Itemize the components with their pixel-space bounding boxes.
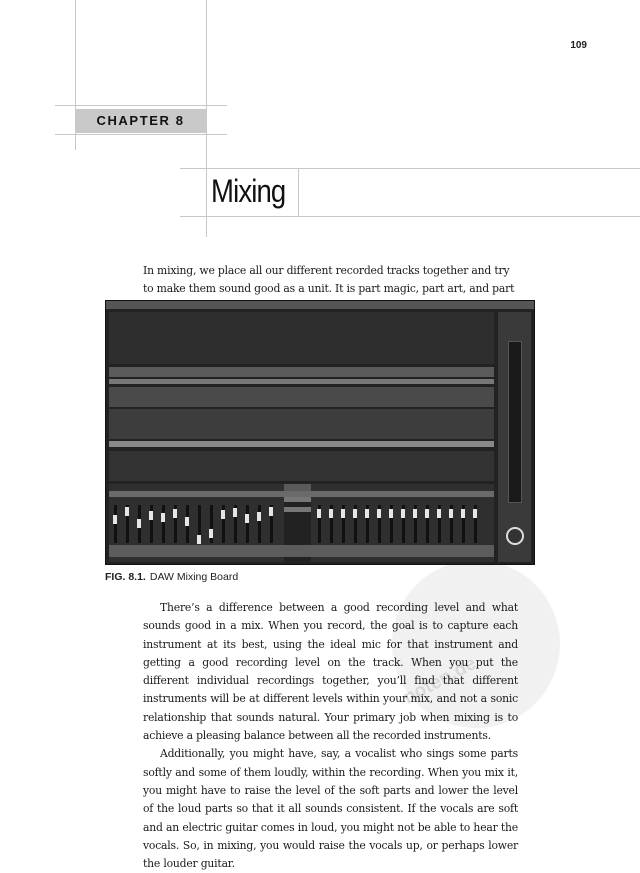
fader-cap: [269, 507, 273, 516]
rule-vertical-title: [298, 168, 299, 216]
fader-cap: [449, 509, 453, 518]
rule-vertical-chapter: [206, 0, 207, 237]
daw-inserts: [109, 387, 494, 407]
fader-cap: [425, 509, 429, 518]
fader-cap: [197, 535, 201, 544]
fader-cap: [437, 509, 441, 518]
body-paragraph-1: There’s a difference between a good recording level and what sounds good in a mix. When you record, the goal is to capture each instrument at its best, using the ideal mic for that instrument and getting a good recording level on the track. When you put the different individual recordings together, you’ll find that different instruments will be at different levels within your mix, and not a sonic relationship that sounds natural. Your primary job when mixing is to achieve a pleasing balance between all the recorded instruments.: [143, 601, 518, 743]
watermark-text: noten.de: [400, 652, 480, 709]
daw-overview: [109, 312, 494, 364]
daw-routing: [109, 451, 494, 481]
fader-cap: [161, 513, 165, 522]
chapter-title: Mixing: [211, 173, 286, 209]
fader-cap: [125, 507, 129, 516]
daw-sends: [109, 409, 494, 439]
fader-cap: [377, 509, 381, 518]
rule-horizontal-chapter-bottom: [55, 134, 227, 135]
fader-slot: [258, 505, 261, 543]
body-text: [143, 599, 518, 873]
daw-row-2: [109, 379, 494, 384]
fader-slot: [114, 505, 117, 543]
body-paragraph-2: Additionally, you might have, say, a vocalist who sings some parts softly and some of them loudly, within the recording. When you mix it, you might have to raise the level of the soft parts and lower the level of the loud parts so that it all sounds consistent. If the vocals are soft and an electric guitar comes in loud, you might not be able to hear the vocals. So, in mixing, you would raise the vocals up, or perhaps lower the louder guitar.: [143, 747, 518, 871]
caption-text: DAW Mixing Board: [149, 571, 239, 583]
fader-slot: [162, 505, 165, 543]
daw-channel-footer: [109, 545, 494, 557]
fader-cap: [137, 519, 141, 528]
fader-slot: [246, 505, 249, 543]
fader-cap: [173, 509, 177, 518]
master-meter: [508, 341, 522, 503]
fader-cap: [221, 510, 225, 519]
daw-row-3: [109, 441, 494, 447]
fader-cap: [329, 509, 333, 518]
fader-cap: [245, 514, 249, 523]
daw-toolbar: [106, 301, 534, 309]
page-number: 109: [570, 40, 587, 51]
rule-horizontal-title-bottom: [180, 216, 640, 217]
fader-cap: [209, 529, 213, 538]
figure-caption: [105, 571, 238, 583]
fader-cap: [413, 509, 417, 518]
fader-cap: [473, 509, 477, 518]
fader-cap: [341, 509, 345, 518]
master-knob-icon: [506, 527, 524, 545]
fader-cap: [365, 509, 369, 518]
fader-cap: [401, 509, 405, 518]
daw-row-1: [109, 367, 494, 377]
fader-cap: [149, 511, 153, 520]
fader-cap: [233, 508, 237, 517]
fader-cap: [257, 512, 261, 521]
intro-paragraph: In mixing, we place all our different recorded tracks together and try to make them sound good as a unit. It is part magic, part art, and part: [143, 264, 515, 295]
rule-horizontal-title-top: [180, 168, 640, 169]
fader-cap: [461, 509, 465, 518]
fader-cap: [113, 515, 117, 524]
fader-cap: [185, 517, 189, 526]
figure-daw-mixer: [105, 300, 535, 565]
rule-horizontal-chapter-top: [55, 105, 227, 106]
daw-channel-names: [109, 491, 494, 497]
caption-number: FIG. 8.1.: [105, 571, 146, 583]
fader-cap: [353, 509, 357, 518]
fader-cap: [317, 509, 321, 518]
fader-cap: [389, 509, 393, 518]
chapter-label: CHAPTER 8: [75, 109, 206, 133]
